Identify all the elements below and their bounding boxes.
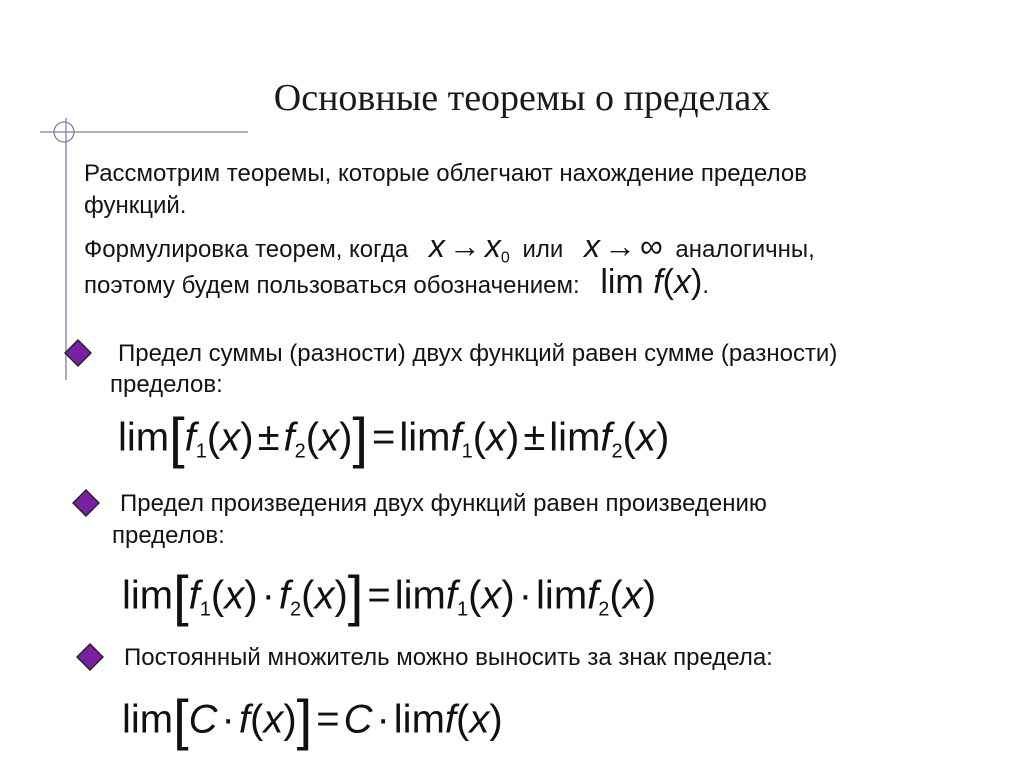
intro-line-2: функций. (84, 192, 187, 219)
theorem-1-line-1: Предел суммы (разности) двух функций равен сумме (разности) (118, 340, 838, 367)
formulation-after: аналогичны, (675, 236, 815, 263)
formula-sum-limit: $\lim[f_1(x) \pm f_2(x)] = \lim f_1(x) \pm \lim f_2(x)$ (118, 406, 670, 469)
formulation-line-2 (84, 263, 709, 302)
formulation-period: . (702, 272, 709, 299)
formulation-text: Формулировка теорем, когда (84, 236, 409, 263)
theorem-2-line-2: пределов: (112, 522, 225, 549)
formula-constant-limit: lim[C · f(x)] = C · limf(x) (122, 688, 503, 751)
theorem-1-line-2: пределов: (110, 371, 223, 398)
intro-line-1: Рассмотрим теоремы, которые облегчают нахождение пределов (84, 160, 807, 187)
formula-product-limit: $\lim[f_1(x) \cdot f_2(x)] = \lim f_1(x) \cdot \lim f_2(x)$ (122, 564, 657, 627)
slide-title: Основные теоремы о пределах (273, 77, 771, 119)
theorem-2-line-1: Предел произведения двух функций равен произведению (120, 490, 767, 517)
diamond-bullet-icon (76, 643, 104, 671)
diamond-bullet-icon (64, 339, 92, 367)
math-lim-fx: lim f(x) (600, 263, 703, 301)
math-x-to-x0: $x \to x_0$ (428, 228, 510, 267)
diamond-bullet-icon (72, 489, 100, 517)
formulation-notation-text: поэтому будем пользоваться обозначением: (84, 272, 580, 299)
theorem-3-line-1: Постоянный множитель можно выносить за знак предела: (124, 644, 773, 671)
math-x-to-infinity: x → ∞ (583, 228, 663, 264)
formulation-or: или (522, 236, 564, 263)
